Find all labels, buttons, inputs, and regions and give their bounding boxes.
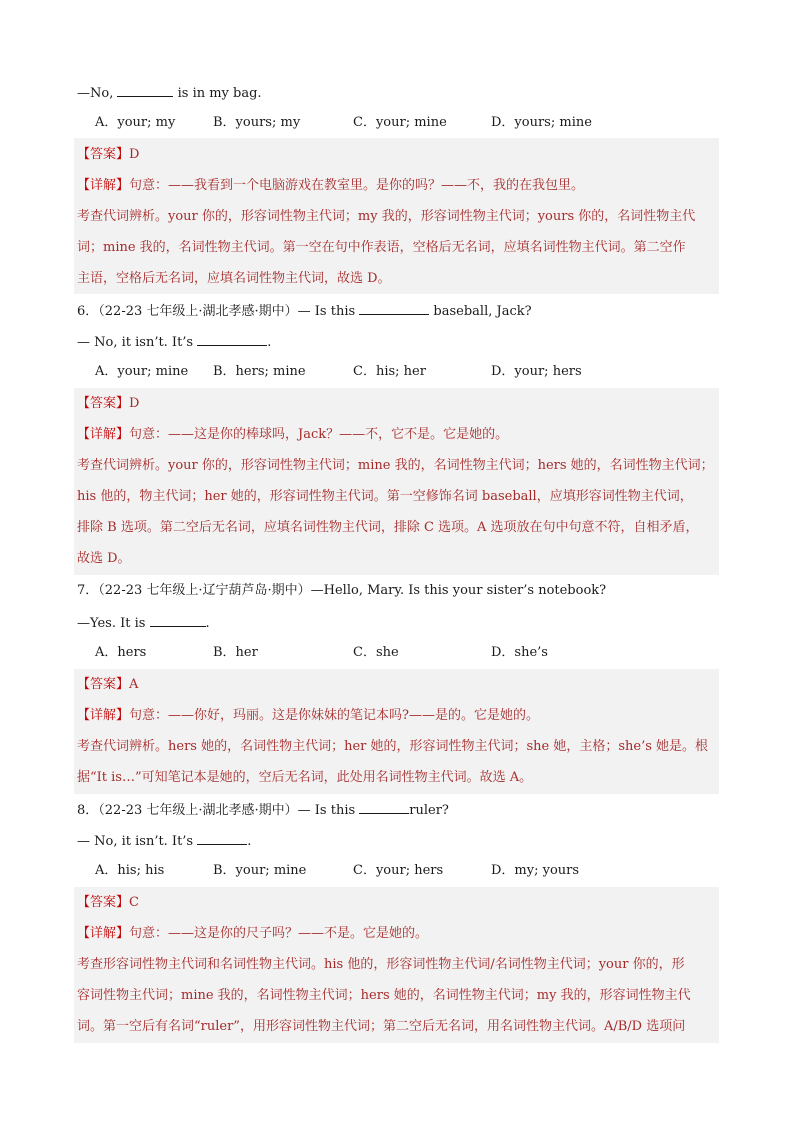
q8-detail-line: 容词性物主代词；mine 我的，名词性物主代词；hers 她的，名词性物主代词；my 我的，形容词性物主代 bbox=[77, 988, 691, 1003]
q7-option-c: C．she bbox=[353, 645, 399, 660]
q8-option-d: D．my; yours bbox=[491, 863, 580, 878]
q8-answer: 【答案】C bbox=[77, 895, 139, 910]
q6-option-b: B．hers; mine bbox=[213, 364, 306, 379]
q6-option-d: D．your; hers bbox=[491, 364, 582, 379]
q8-blank-2 bbox=[197, 830, 247, 845]
q6-line2: — No, it isn’t. It’s . bbox=[77, 331, 271, 353]
q8-option-a: A．his; his bbox=[95, 863, 165, 878]
q7-detail-line: 据“It is…”可知笔记本是她的，空后无名词，此处用名词性物主代词。故选 A。 bbox=[77, 770, 533, 785]
q6-line1: 6．（22-23 七年级上·湖北孝感·期中）— Is this baseball, Jack? bbox=[77, 300, 532, 322]
q7-answer: 【答案】A bbox=[77, 677, 139, 692]
q6-detail-first: 【详解】句意：——这是你的棒球吗，Jack？——不，它不是。它是她的。 bbox=[77, 427, 509, 442]
q7-detail-line: 考查代词辨析。hers 她的，名词性物主代词；her 她的，形容词性物主代词；she 她，主格；she’s 她是。根 bbox=[77, 739, 709, 754]
q5-option-c: C．your; mine bbox=[353, 115, 447, 130]
q7-option-b: B．her bbox=[213, 645, 258, 660]
q6-detail-line: 故选 D。 bbox=[77, 551, 131, 566]
q8-blank-1 bbox=[359, 799, 409, 814]
q5-option-a: A．your; my bbox=[95, 115, 176, 130]
q5-option-d: D．yours; mine bbox=[491, 115, 592, 130]
q8-line1: 8．（22-23 七年级上·湖北孝感·期中）— Is this ruler? bbox=[77, 799, 449, 821]
q8-line2: — No, it isn’t. It’s . bbox=[77, 830, 251, 852]
q8-detail-line: 考查形容词性物主代词和名词性物主代词。his 他的，形容词性物主代词/名词性物主代词；your 你的，形 bbox=[77, 957, 685, 972]
q6-blank-1 bbox=[359, 300, 429, 315]
q7-detail-first: 【详解】句意：——你好，玛丽。这是你妹妹的笔记本吗?——是的。它是她的。 bbox=[77, 708, 539, 723]
q6-option-a: A．your; mine bbox=[95, 364, 189, 379]
q5-answer: 【答案】D bbox=[77, 147, 140, 162]
q8-option-b: B．your; mine bbox=[213, 863, 307, 878]
q7-blank bbox=[150, 612, 206, 627]
q6-option-c: C．his; her bbox=[353, 364, 426, 379]
q8-detail-line: 词。第一空后有名词“ruler”，用形容词性物主代词；第二空后无名词，用名词性物主代词。A/B/D 选项问 bbox=[77, 1019, 686, 1034]
q5-detail-line: 词；mine 我的，名词性物主代词。第一空在句中作表语，空格后无名词，应填名词性物主代词。第二空作 bbox=[77, 240, 686, 255]
q6-detail-line: his 他的，物主代词；her 她的，形容词性物主代词。第一空修饰名词 baseball，应填形容词性物主代词， bbox=[77, 489, 693, 504]
q5-blank bbox=[117, 82, 173, 97]
q7-option-a: A．hers bbox=[95, 645, 147, 660]
q6-answer: 【答案】D bbox=[77, 396, 140, 411]
q5-option-b: B．yours; my bbox=[213, 115, 301, 130]
q8-option-c: C．your; hers bbox=[353, 863, 444, 878]
q5-detail-line: 考查代词辨析。your 你的，形容词性物主代词；my 我的，形容词性物主代词；yours 你的，名词性物主代 bbox=[77, 209, 696, 224]
q6-detail-line: 排除 B 选项。第二空后无名词，应填名词性物主代词，排除 C 选项。A 选项放在句中句意不符，自相矛盾， bbox=[77, 520, 699, 535]
q8-detail-first: 【详解】句意：——这是你的尺子吗？——不是。它是她的。 bbox=[77, 926, 429, 941]
q5-line2: —No, is in my bag. bbox=[77, 82, 262, 104]
q7-line1: 7．（22-23 七年级上·辽宁葫芦岛·期中）—Hello, Mary. Is this your sister’s notebook? bbox=[77, 583, 607, 598]
q7-option-d: D．she’s bbox=[491, 645, 548, 660]
q7-line2: —Yes. It is . bbox=[77, 612, 210, 634]
q6-detail-line: 考查代词辨析。your 你的，形容词性物主代词；mine 我的，名词性物主代词；hers 她的，名词性物主代词； bbox=[77, 458, 714, 473]
q5-detail-line: 主语，空格后无名词，应填名词性物主代词，故选 D。 bbox=[77, 271, 391, 286]
q5-detail-first: 【详解】句意：——我看到一个电脑游戏在教室里。是你的吗？——不，我的在我包里。 bbox=[77, 178, 585, 193]
q6-answer-box bbox=[74, 388, 719, 575]
q6-blank-2 bbox=[197, 331, 267, 346]
